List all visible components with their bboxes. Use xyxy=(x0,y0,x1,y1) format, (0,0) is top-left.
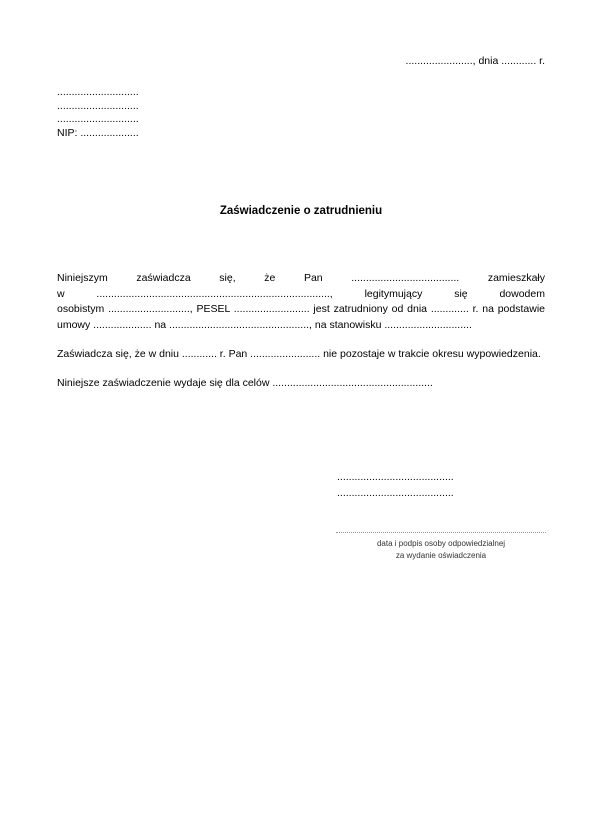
signature-caption xyxy=(336,538,546,563)
sender-blank-line-2: ............................ xyxy=(57,99,139,112)
sender-block xyxy=(57,86,139,141)
employment-paragraph-line-4: umowy .................... na ................................................, na stanowisku .............................. xyxy=(57,318,472,331)
date-line: ......................., dnia ............ r. xyxy=(405,55,545,67)
signature-blank-line-1: ........................................ xyxy=(337,471,454,483)
employment-paragraph-line-3: osobistym ............................, PESEL .......................... jest zatrudniony od dnia ............. r. na podstawie xyxy=(57,303,545,316)
notice-period-paragraph: Zaświadcza się, że w dniu ............ r. Pan ........................ nie pozostaje w trakcie okresu wypowiedzenia. xyxy=(57,348,541,360)
employment-paragraph-line-1: Niniejszym zaświadcza się, że Pan ..................................... zamieszkały xyxy=(57,272,545,284)
signature-blank-line-2: ........................................ xyxy=(337,487,454,499)
sender-nip-line: NIP: .................... xyxy=(57,127,139,140)
purpose-paragraph: Niniejsze zaświadczenie wydaje się dla celów ....................................................... xyxy=(57,377,433,389)
sender-blank-line-1: ............................ xyxy=(57,86,139,98)
sender-blank-line-3: ............................ xyxy=(57,113,139,126)
signature-caption-line-2: za wydanie oświadczenia xyxy=(395,551,487,561)
signature-caption-line-1: data i podpis osoby odpowiedzialnej xyxy=(376,539,506,548)
employment-paragraph-line-2: w ................................................................................, legitymujący się dowodem xyxy=(57,287,545,300)
signature-dotted-rule xyxy=(336,532,546,533)
document-title: Zaświadczenie o zatrudnieniu xyxy=(219,205,383,217)
employment-paragraph xyxy=(57,271,545,333)
